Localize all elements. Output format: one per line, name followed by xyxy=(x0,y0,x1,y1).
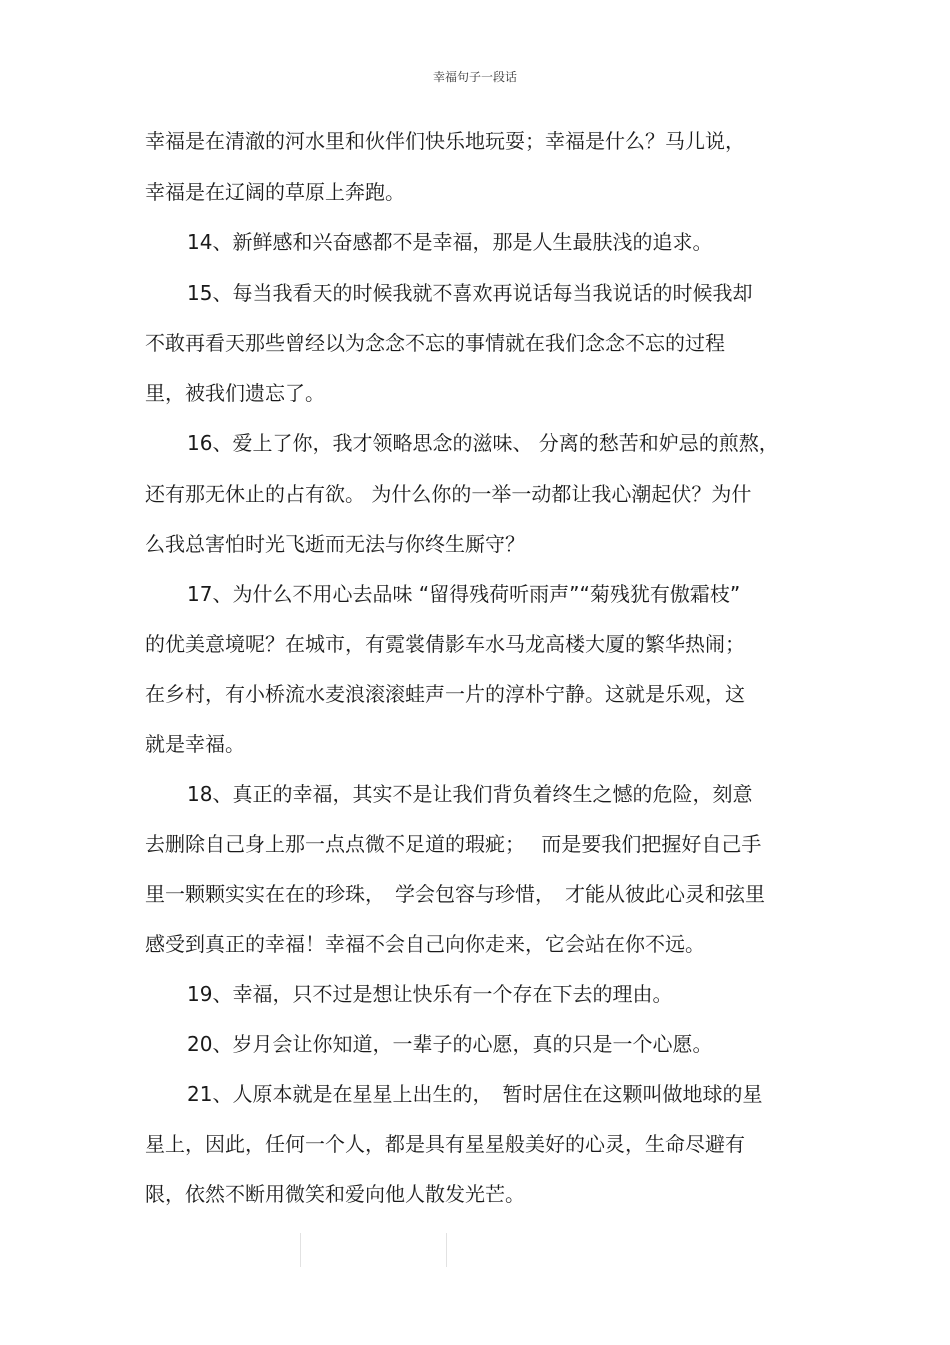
text-line: 里，被我们遗忘了。 xyxy=(145,381,325,405)
page-header-title: 幸福句子一段话 xyxy=(432,70,517,84)
text-line: 星上，因此，任何一个人，都是具有星星般美好的心灵，生命尽避有 xyxy=(145,1132,745,1156)
text-line: 17、为什么不用心去品味 “留得残荷听雨声”“菊残犹有傲霜枝” xyxy=(187,582,741,606)
footer-divider-left xyxy=(300,1233,301,1267)
text-line: 感受到真正的幸福！幸福不会自己向你走来，它会站在你不远。 xyxy=(145,932,705,956)
text-line: 15、每当我看天的时候我就不喜欢再说话每当我说话的时候我却 xyxy=(187,281,753,305)
text-line: 幸福是在清澈的河水里和伙伴们快乐地玩耍；幸福是什么？马儿说， xyxy=(145,129,745,153)
footer-divider-right xyxy=(446,1233,447,1267)
text-line: 的优美意境呢？在城市，有霓裳倩影车水马龙高楼大厦的繁华热闹； xyxy=(145,632,745,656)
text-line: 14、新鲜感和兴奋感都不是幸福，那是人生最肤浅的追求。 xyxy=(187,230,713,254)
text-line: 在乡村，有小桥流水麦浪滚滚蛙声一片的淳朴宁静。这就是乐观，这 xyxy=(145,682,745,706)
text-line: 19、幸福，只不过是想让快乐有一个存在下去的理由。 xyxy=(187,982,673,1006)
text-line: 16、爱上了你，我才领略思念的滋味、 分离的愁苦和妒忌的煎熬， xyxy=(187,431,779,455)
text-line: 18、真正的幸福，其实不是让我们背负着终生之憾的危险，刻意 xyxy=(187,782,753,806)
text-line: 还有那无休止的占有欲。 为什么你的一举一动都让我心潮起伏？为什 xyxy=(145,482,752,506)
text-line: 就是幸福。 xyxy=(145,732,245,756)
text-line: 21、人原本就是在星星上出生的， 暂时居住在这颗叫做地球的星 xyxy=(187,1082,763,1106)
text-line: 20、岁月会让你知道，一辈子的心愿，真的只是一个心愿。 xyxy=(187,1032,713,1056)
text-line: 里一颗颗实实在在的珍珠， 学会包容与珍惜， 才能从彼此心灵和弦里 xyxy=(145,882,765,906)
text-line: 幸福是在辽阔的草原上奔跑。 xyxy=(145,180,405,204)
text-line: 不敢再看天那些曾经以为念念不忘的事情就在我们念念不忘的过程 xyxy=(145,331,725,355)
text-line: 限，依然不断用微笑和爱向他人散发光芒。 xyxy=(145,1182,525,1206)
text-line: 去删除自己身上那一点点微不足道的瑕疵； 而是要我们把握好自己手 xyxy=(145,832,762,856)
text-line: 么我总害怕时光飞逝而无法与你终生厮守？ xyxy=(145,532,525,556)
